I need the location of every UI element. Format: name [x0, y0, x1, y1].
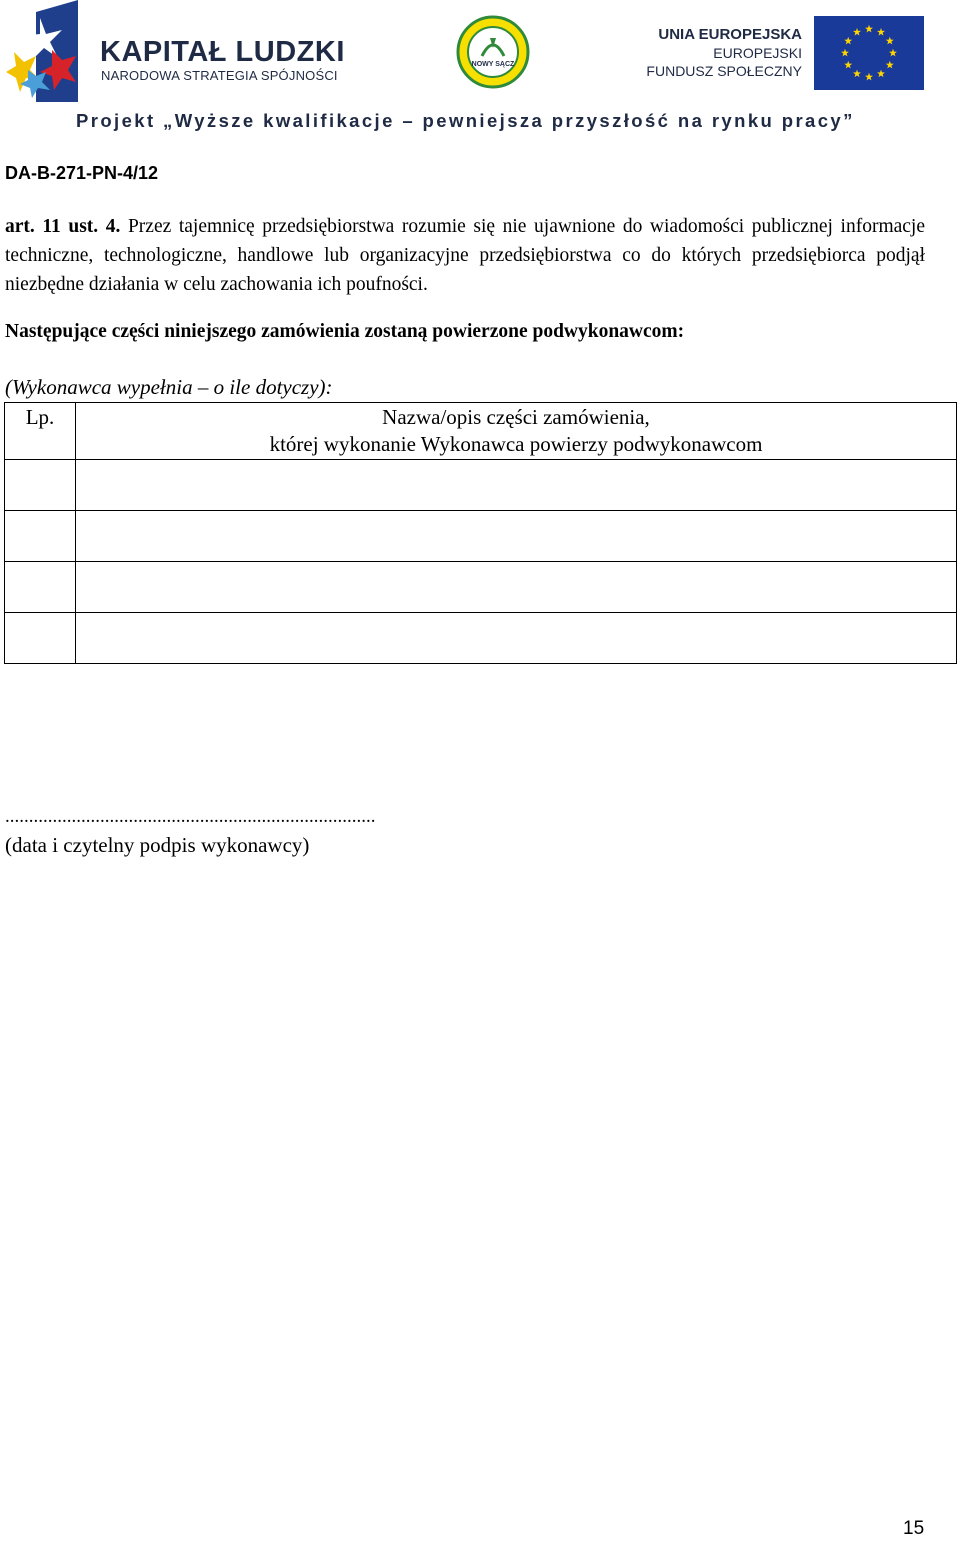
signature-caption: (data i czytelny podpis wykonawcy) [5, 833, 310, 857]
column-header-description-line-1: Nazwa/opis części zamówienia, [382, 405, 650, 429]
article-reference: art. 11 ust. 4. [5, 216, 121, 237]
table-cell-description[interactable] [76, 613, 957, 664]
table-cell-lp[interactable] [5, 511, 76, 562]
column-header-lp: Lp. [5, 403, 76, 460]
table-row [5, 562, 957, 613]
paragraph-text: Przez tajemnicę przedsiębiorstwa rozumie się nie ujawnione do wiadomości publicznej informacje techniczne, technologiczne, handlowe lub organizacyjne przedsiębiorstwa co do których przedsiębiorca podjął niezbędne działania w celu zachowania ich poufności. [5, 216, 925, 295]
section-heading: Następujące części niniejszego zamówienia zostaną powierzone podwykonawcom: [5, 321, 685, 342]
table-cell-description[interactable] [76, 511, 957, 562]
project-title: Projekt „Wyższe kwalifikacje – pewniejsza przyszłość na rynku pracy” [76, 110, 855, 131]
signature-line: .............................................................................. [5, 806, 376, 827]
fill-instruction: (Wykonawca wypełnia – o ile dotyczy): [5, 375, 333, 399]
table-header-row [5, 403, 957, 460]
table-cell-lp[interactable] [5, 562, 76, 613]
subcontractor-table [4, 402, 957, 664]
eu-flag-icon [814, 16, 924, 90]
column-header-description [76, 403, 957, 460]
table-row [5, 511, 957, 562]
regional-center-logo [456, 14, 530, 90]
page-number: 15 [903, 1518, 925, 1539]
document-number: DA-B-271-PN-4/12 [5, 163, 159, 183]
table-cell-lp[interactable] [5, 613, 76, 664]
eu-line-1: UNIA EUROPEJSKA [658, 26, 802, 43]
regional-center-logo-text: NOWY SĄCZ [471, 61, 515, 68]
table-cell-lp[interactable] [5, 460, 76, 511]
kapital-ludzki-subtitle: NARODOWA STRATEGIA SPÓJNOŚCI [101, 68, 338, 83]
legal-definition-paragraph [5, 212, 925, 299]
eu-text-block [620, 26, 802, 80]
column-header-description-line-2: której wykonanie Wykonawca powierzy podwykonawcom [269, 432, 763, 456]
table-row [5, 460, 957, 511]
table-row [5, 613, 957, 664]
eu-line-3: FUNDUSZ SPOŁECZNY [646, 63, 802, 79]
eu-line-2: EUROPEJSKI [713, 45, 802, 61]
kapital-ludzki-title: KAPITAŁ LUDZKI [100, 36, 345, 68]
table-cell-description[interactable] [76, 460, 957, 511]
table-cell-description[interactable] [76, 562, 957, 613]
